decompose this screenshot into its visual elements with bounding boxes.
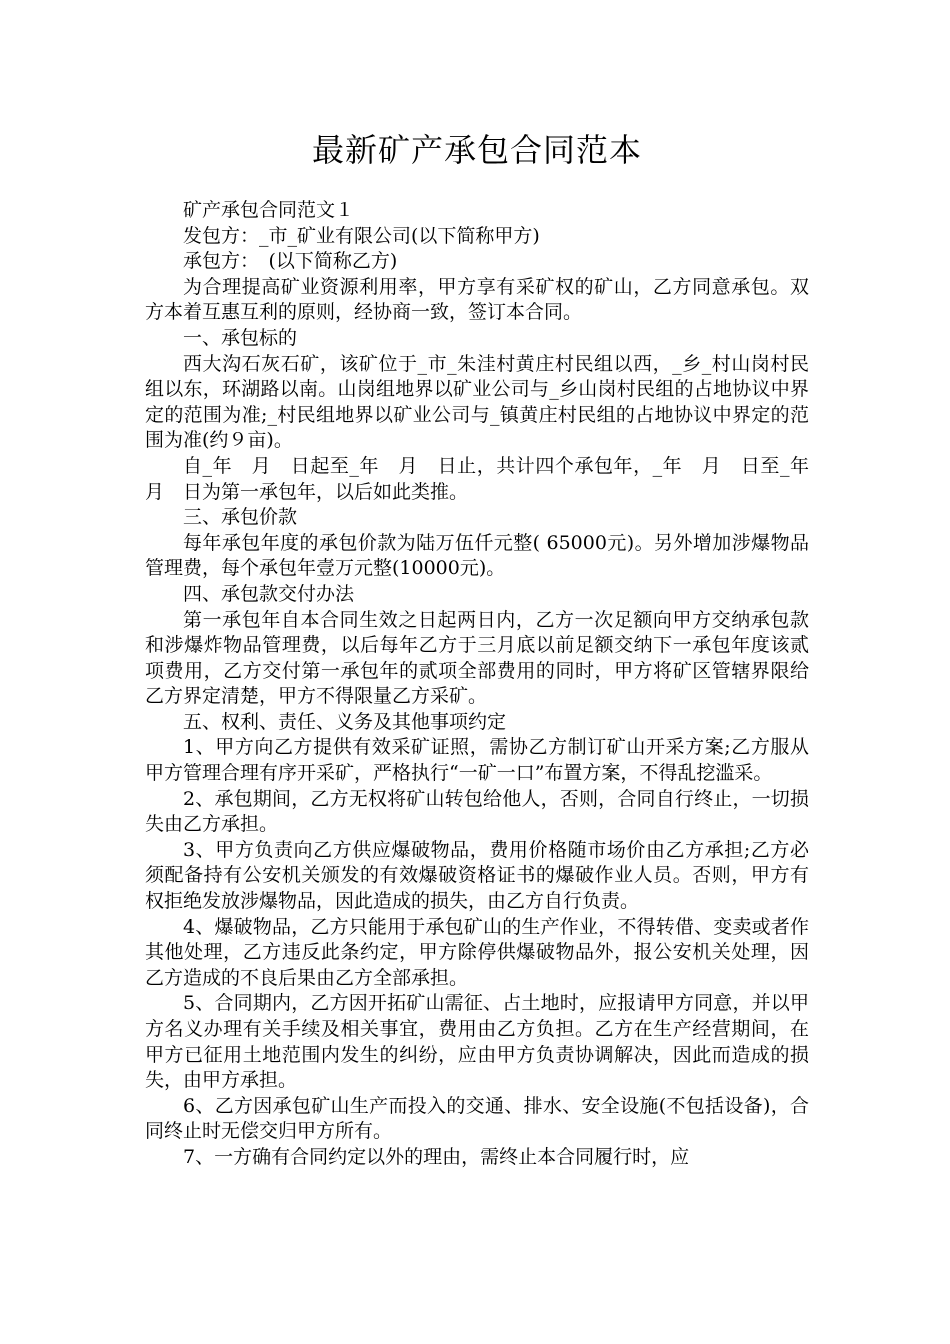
clause-4: 4、爆破物品，乙方只能用于承包矿山的生产作业，不得转借、变卖或者作其他处理，乙方违反此条约定，甲方除停供爆破物品外，报公安机关处理，因乙方造成的不良后果由乙方全部承担。 xyxy=(145,915,809,989)
section-heading-payment: 四、承包款交付办法 xyxy=(183,582,355,605)
paragraph-subject-location: 西大沟石灰石矿，该矿位于_市_朱洼村黄庄村民组以西，_乡_村山岗村民组以东，环湖路以南。山岗组地界以矿业公司与_乡山岗村民组的占地协议中界定的范围为准;_村民组地界以矿业公司与_镇黄庄村民组的占地协议中界定的范围为准(约９亩)。 xyxy=(145,352,809,452)
paragraph-party-a: 发包方：_市_矿业有限公司(以下简称甲方) xyxy=(183,224,540,247)
paragraph-payment: 第一承包年自本合同生效之日起两日内，乙方一次足额向甲方交纳承包款和涉爆炸物品管理费，以后每年乙方于三月底以前足额交纳下一承包年度该贰项费用，乙方交付第一承包年的贰项全部费用的同时，甲方将矿区管辖界限给乙方界定清楚，甲方不得限量乙方采矿。 xyxy=(145,608,809,708)
paragraph-contract-sample-heading: 矿产承包合同范文１ xyxy=(183,199,355,221)
clause-2: 2、承包期间，乙方无权将矿山转包给他人，否则，合同自行终止，一切损失由乙方承担。 xyxy=(145,787,809,836)
paragraph-term: 自_年 月 日起至_年 月 日止，共计四个承包年，_年 月 日至_年 月 日为第一承包年，以后如此类推。 xyxy=(145,454,829,503)
section-heading-price: 三、承包价款 xyxy=(183,506,298,529)
clause-5: 5、合同期内，乙方因开拓矿山需征、占土地时，应报请甲方同意，并以甲方名义办理有关手续及相关事宜，费用由乙方负担。乙方在生产经营期间，在甲方已征用土地范围内发生的纠纷，应由甲方负责协调解决，因此而造成的损失，由甲方承担。 xyxy=(145,992,809,1092)
document-title: 最新矿产承包合同范本 xyxy=(311,131,642,169)
paragraph-price: 每年承包年度的承包价款为陆万伍仟元整( 65000元)。另外增加涉爆物品管理费，每个承包年壹万元整(10000元)。 xyxy=(145,531,809,580)
clause-3: 3、甲方负责向乙方供应爆破物品，费用价格随市场价由乙方承担;乙方必须配备持有公安机关颁发的有效爆破资格证书的爆破作业人员。否则，甲方有权拒绝发放涉爆物品，因此造成的损失，由乙方自行负责。 xyxy=(145,838,809,913)
clause-1: 1、甲方向乙方提供有效采矿证照，需协乙方制订矿山开采方案;乙方服从甲方管理合理有序开采矿，严格执行“一矿一口”布置方案，不得乱挖滥采。 xyxy=(145,736,809,785)
paragraph-preamble: 为合理提高矿业资源利用率，甲方享有采矿权的矿山，乙方同意承包。双方本着互惠互利的原则，经协商一致，签订本合同。 xyxy=(145,275,809,324)
clause-6: 6、乙方因承包矿山生产而投入的交通、排水、安全设施(不包括设备)，合同终止时无偿交归甲方所有。 xyxy=(145,1094,809,1143)
clause-7: 7、一方确有合同约定以外的理由，需终止本合同履行时，应 xyxy=(183,1145,690,1168)
document-page xyxy=(145,126,829,1171)
section-heading-rights: 五、权利、责任、义务及其他事项约定 xyxy=(183,710,507,733)
section-heading-subject: 一、承包标的 xyxy=(183,326,298,349)
paragraph-party-b: 承包方： (以下简称乙方) xyxy=(183,250,398,273)
